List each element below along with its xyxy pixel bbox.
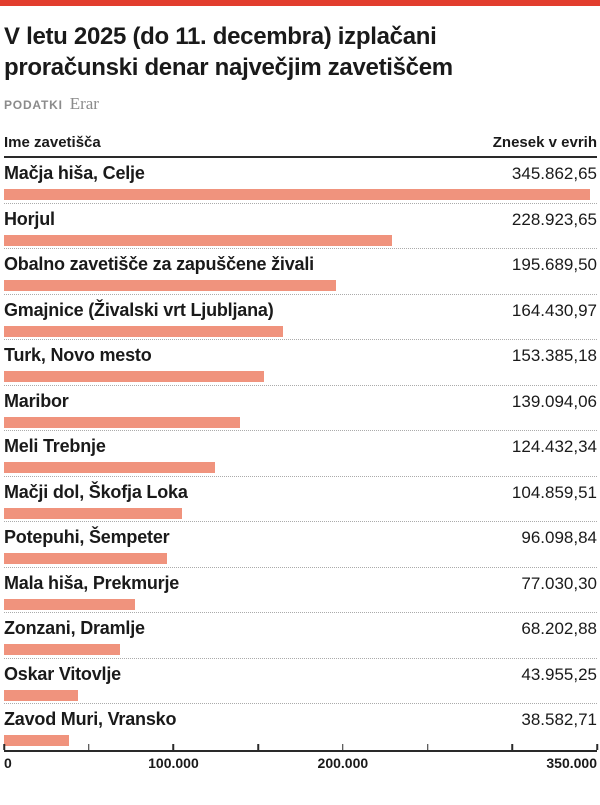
shelter-value: 164.430,97	[511, 300, 597, 320]
content	[0, 21, 600, 776]
bar-track	[4, 508, 597, 519]
row-line	[4, 618, 597, 639]
shelter-value: 43.955,25	[521, 664, 597, 684]
shelter-name: Potepuhi, Šempeter	[4, 527, 170, 547]
row-line	[4, 254, 597, 275]
source-line	[4, 94, 597, 114]
bar-track	[4, 235, 597, 246]
shelter-value: 96.098,84	[521, 528, 597, 547]
bar-track	[4, 644, 597, 655]
axis-label: 0	[4, 754, 12, 771]
axis-label: 200.000	[317, 754, 369, 771]
bar-track	[4, 599, 597, 610]
shelter-bar	[4, 235, 392, 246]
table-row	[4, 659, 597, 705]
shelter-bar	[4, 508, 182, 519]
source-value: Erar	[69, 94, 99, 113]
bar-track	[4, 371, 597, 382]
row-line	[4, 300, 597, 321]
bar-track	[4, 553, 597, 564]
row-line	[4, 709, 597, 730]
row-line	[4, 482, 597, 503]
column-header-name: Ime zavetišča	[4, 134, 101, 151]
table-row	[4, 386, 597, 432]
shelter-value: 345.862,65	[511, 164, 597, 183]
table-row	[4, 340, 597, 386]
shelter-name: Turk, Novo mesto	[4, 345, 152, 365]
shelter-bar	[4, 553, 167, 564]
shelter-bar	[4, 690, 78, 701]
shelter-name: Mala hiša, Prekmurje	[4, 572, 180, 593]
axis-tick	[427, 744, 429, 750]
top-accent-bar	[0, 0, 600, 6]
bar-track	[4, 462, 597, 473]
row-line	[4, 391, 597, 412]
table-header	[4, 134, 597, 158]
shelter-bar	[4, 735, 69, 746]
axis-tick	[596, 744, 598, 750]
bar-track	[4, 326, 597, 337]
table-row	[4, 158, 597, 204]
source-label: PODATKI	[4, 98, 63, 112]
shelter-bar	[4, 326, 283, 337]
table-row	[4, 295, 597, 341]
table-row	[4, 204, 597, 250]
shelter-value: 38.582,71	[521, 710, 597, 729]
shelter-value: 153.385,18	[511, 346, 597, 365]
bar-track	[4, 189, 597, 200]
row-line	[4, 436, 597, 457]
shelter-value: 195.689,50	[511, 255, 597, 274]
shelter-bar	[4, 644, 120, 655]
shelter-value: 68.202,88	[521, 619, 597, 638]
axis-label: 350.000	[546, 754, 597, 771]
bar-track	[4, 735, 597, 746]
row-line	[4, 163, 597, 184]
shelter-name: Meli Trebnje	[4, 436, 106, 456]
table-row	[4, 249, 597, 295]
row-line	[4, 345, 597, 366]
axis-tick	[173, 744, 175, 750]
axis-tick	[342, 744, 344, 750]
bar-track	[4, 417, 597, 428]
row-line	[4, 664, 597, 685]
row-line	[4, 573, 597, 594]
x-axis	[4, 750, 597, 776]
row-line	[4, 527, 597, 548]
row-line	[4, 209, 597, 230]
table-row	[4, 704, 597, 750]
axis-tick	[3, 744, 5, 750]
shelter-name: Maribor	[4, 390, 69, 411]
shelter-bar	[4, 280, 336, 291]
column-header-value: Znesek v evrih	[492, 134, 597, 151]
axis-tick	[88, 744, 90, 750]
shelter-value: 124.432,34	[511, 437, 597, 456]
shelter-bar	[4, 417, 240, 428]
shelter-bar	[4, 462, 215, 473]
table-row	[4, 477, 597, 523]
shelter-name: Zonzani, Dramlje	[4, 618, 145, 638]
shelter-value: 77.030,30	[521, 573, 597, 593]
table-row	[4, 431, 597, 477]
chart-title: V letu 2025 (do 11. decembra) izplačani proračunski denar največjim zavetiščem	[4, 23, 453, 81]
shelter-name: Obalno zavetišče za zapuščene živali	[4, 254, 314, 274]
shelter-name: Zavod Muri, Vransko	[4, 709, 177, 729]
shelter-name: Horjul	[4, 208, 55, 229]
table-row	[4, 522, 597, 568]
shelter-name: Mačja hiša, Celje	[4, 163, 145, 183]
shelter-bar	[4, 189, 590, 200]
axis-label: 100.000	[148, 754, 199, 771]
axis-tick	[257, 744, 259, 750]
bar-track	[4, 690, 597, 701]
bar-track	[4, 280, 597, 291]
shelter-value: 104.859,51	[511, 482, 597, 502]
shelter-value: 139.094,06	[511, 391, 597, 411]
shelter-name: Gmajnice (Živalski vrt Ljubljana)	[4, 299, 274, 320]
shelter-name: Mačji dol, Škofja Loka	[4, 481, 188, 502]
shelter-bar	[4, 371, 264, 382]
shelter-rows	[4, 158, 597, 750]
table-row	[4, 568, 597, 614]
shelter-value: 228.923,65	[511, 209, 597, 229]
table-row	[4, 613, 597, 659]
shelter-name: Oskar Vitovlje	[4, 663, 121, 684]
shelter-bar	[4, 599, 135, 610]
axis-tick	[512, 744, 514, 750]
